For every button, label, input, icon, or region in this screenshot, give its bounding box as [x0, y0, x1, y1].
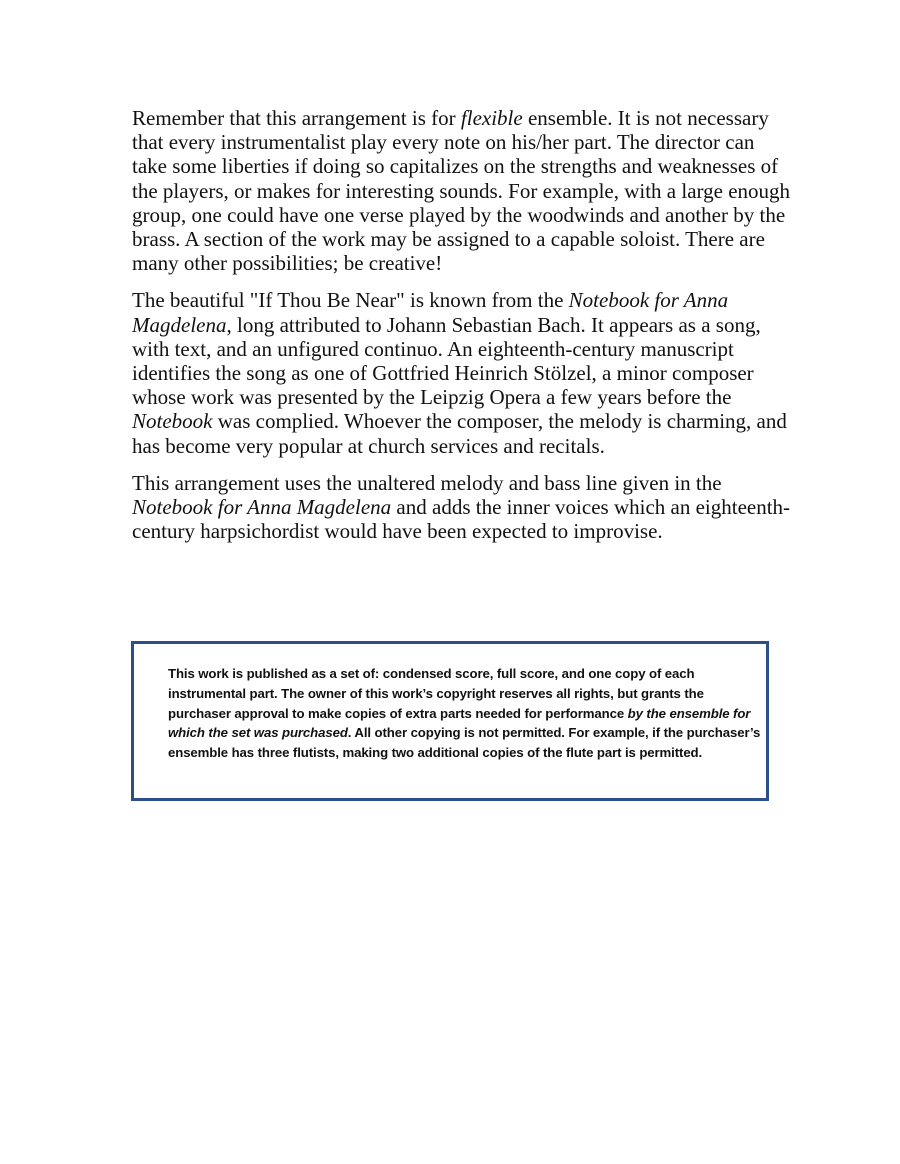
paragraph-text: This arrangement uses the unaltered melody and bass line given in the [132, 470, 722, 495]
paragraph-text: The beautiful "If Thou Be Near" is known from the [132, 288, 569, 313]
copyright-notice-box [131, 641, 769, 801]
emphasis-flexible: flexible [460, 106, 523, 130]
emphasis-notebook-title: Notebook for Anna Magdelena [132, 288, 729, 337]
emphasis-notebook: Notebook [132, 409, 213, 434]
paragraph-text: and adds the inner voices which an eighteenth-century harpsichordist would have been expected to improvise. [132, 495, 791, 544]
notice-text: . All other copying is not permitted. For example, if the purchaser’s ensemble has three flutists, making two additional copies of the flute part is permitted. [168, 725, 761, 761]
notice-text: This work is published as a set of: condensed score, full score, and one copy of each instrumental part. The owner of this work’s copyright reserves all rights, but grants the purchaser approval to make copies of extra parts needed for performance [168, 666, 704, 721]
body-text [132, 106, 792, 556]
copyright-notice-text [168, 664, 764, 763]
emphasis-notebook-title: Notebook for Anna Magdelena [132, 495, 392, 520]
paragraph-text: was complied. Whoever the composer, the melody is charming, and has become very popular at church services and recitals. [132, 409, 787, 458]
paragraph-text: , long attributed to Johann Sebastian Bach. It appears as a song, with text, and an unfigured continuo. An eighteenth-century manuscript identifies the song as one of Gottfried Heinrich Stölzel, a minor composer whose work was presented by the Leipzig Opera a few years before the [132, 312, 761, 410]
paragraph-history [132, 288, 792, 457]
paragraph-text: Remember that this arrangement is for [132, 106, 461, 130]
paragraph-text: ensemble. It is not necessary that every instrumentalist play every note on his/her part. The director can take some liberties if doing so capitalizes on the strengths and weaknesses of the players, or makes for interesting sounds. For example, with a large enough group, one could have one verse played by the woodwinds and another by the brass. A section of the work may be assigned to a capable soloist. There are many other possibilities; be creative! [132, 106, 791, 276]
paragraph-flexible-ensemble [132, 106, 792, 275]
paragraph-arrangement [132, 471, 792, 544]
notice-emphasis: by the ensemble for which the set was purchased [168, 705, 751, 741]
